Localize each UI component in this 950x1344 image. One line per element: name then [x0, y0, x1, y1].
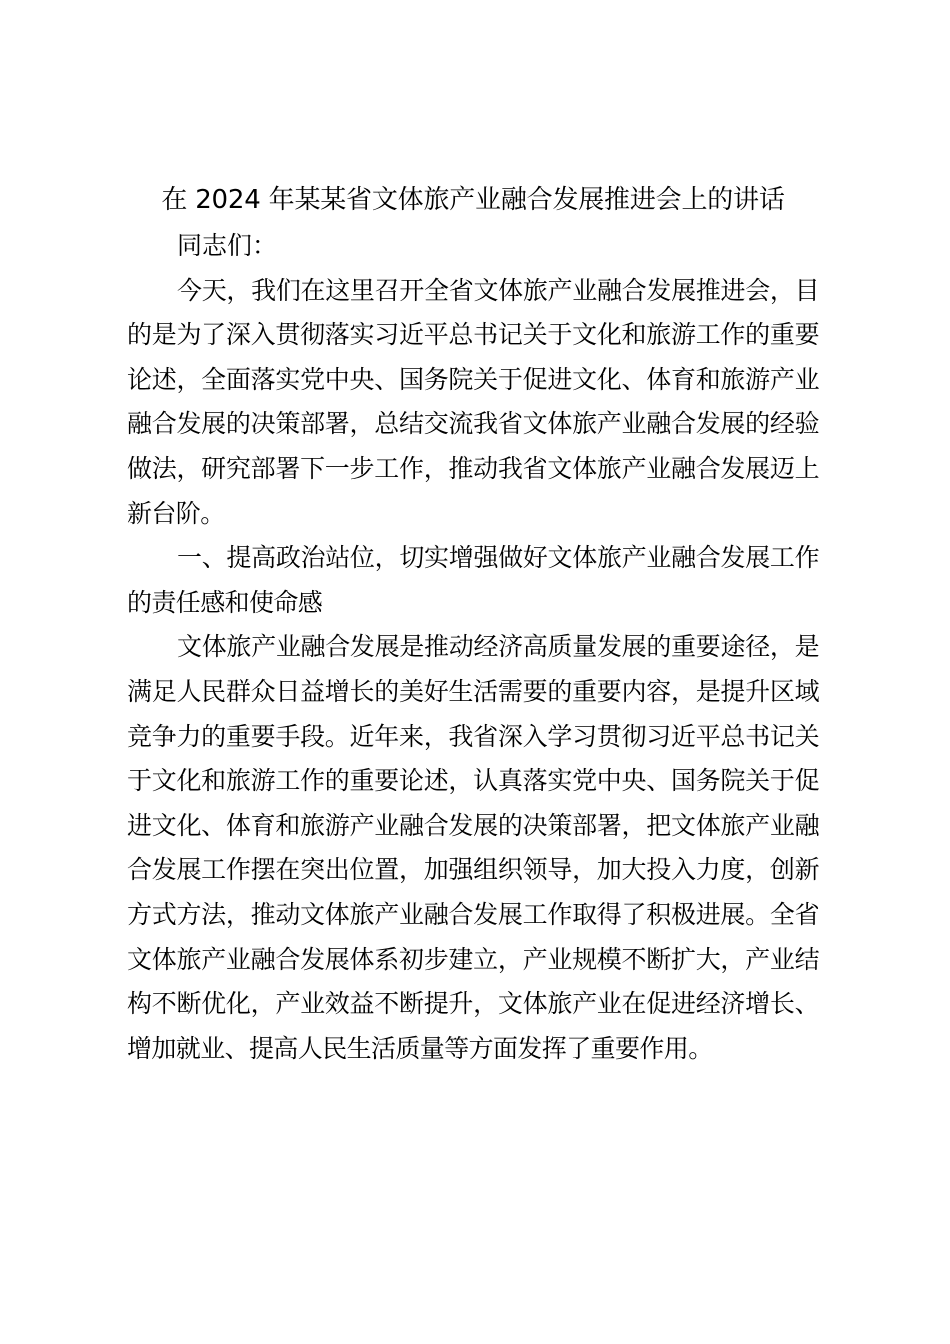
paragraph-section-1: 文体旅产业融合发展是推动经济高质量发展的重要途径，是满足人民群众日益增长的美好生活需要的重要内容，是提升区域竞争力的重要手段。近年来，我省深入学习贯彻习近平总书记关于文化和旅游工作的重要论述，认真落实党中央、国务院关于促进文化、体育和旅游产业融合发展的决策部署，把文体旅产业融合发展工作摆在突出位置，加强组织领导，加大投入力度，创新方式方法，推动文体旅产业融合发展工作取得了积极进展。全省文体旅产业融合发展体系初步建立，产业规模不断扩大，产业结构不断优化，产业效益不断提升，文体旅产业在促进经济增长、增加就业、提高人民生活质量等方面发挥了重要作用。: [127, 632, 819, 1063]
document-title: 在 2024 年某某省文体旅产业融合发展推进会上的讲话: [161, 185, 785, 215]
section-heading-1: 一、提高政治站位，切实增强做好文体旅产业融合发展工作的责任感和使命感: [127, 543, 819, 617]
greeting: 同志们：: [177, 231, 278, 260]
document-body: [127, 176, 819, 1071]
paragraph-opening: 今天，我们在这里召开全省文体旅产业融合发展推进会，目的是为了深入贯彻落实习近平总书记关于文化和旅游工作的重要论述，全面落实党中央、国务院关于促进文化、体育和旅游产业融合发展的决策部署，总结交流我省文体旅产业融合发展的经验做法，研究部署下一步工作，推动我省文体旅产业融合发展迈上新台阶。: [127, 275, 819, 528]
